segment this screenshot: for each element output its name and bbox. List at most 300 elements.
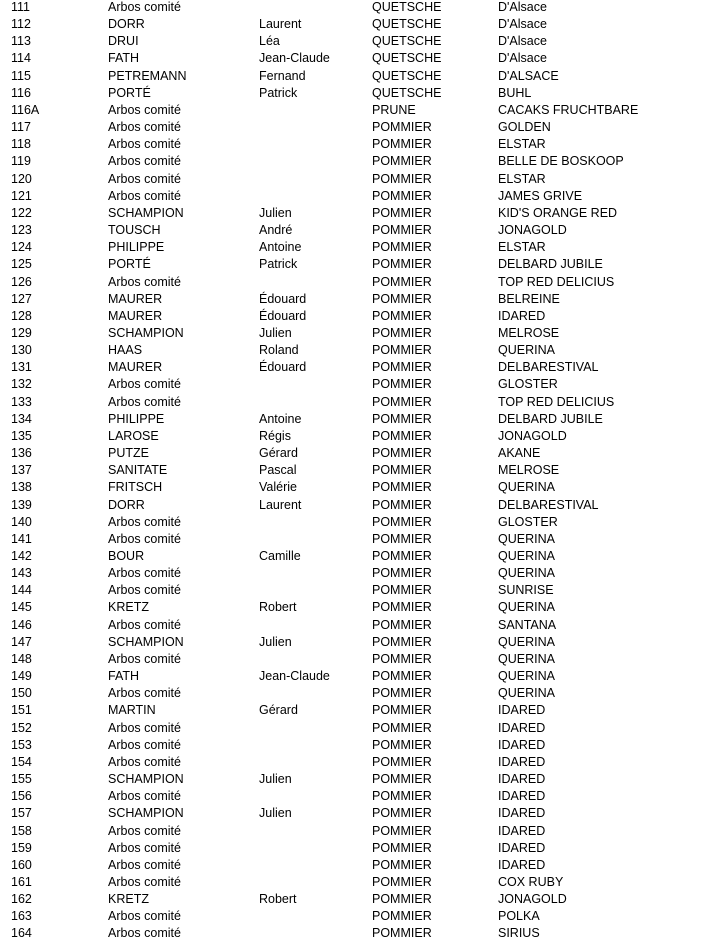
owner-name-cell: Arbos comité — [108, 840, 181, 855]
tree-number-cell: 112 — [11, 17, 31, 32]
tree-number-cell: 151 — [11, 703, 32, 718]
species-cell: PRUNE — [372, 102, 416, 117]
table-row — [0, 497, 701, 514]
table-row — [0, 50, 701, 67]
tree-number-cell: 125 — [11, 257, 32, 272]
variety-cell: JONAGOLD — [498, 223, 567, 238]
variety-cell: DELBARESTIVAL — [498, 497, 599, 512]
tree-number-cell: 119 — [11, 154, 31, 169]
tree-number-cell: 133 — [11, 394, 32, 409]
owner-firstname-cell: Laurent — [259, 17, 302, 32]
variety-cell: DELBARESTIVAL — [498, 360, 599, 375]
species-cell: POMMIER — [372, 566, 432, 581]
species-cell: POMMIER — [372, 497, 432, 512]
table-row — [0, 171, 701, 188]
variety-cell: IDARED — [498, 720, 546, 735]
species-cell: POMMIER — [372, 549, 432, 563]
table-row — [0, 891, 701, 908]
owner-name-cell: SANITATE — [108, 463, 168, 478]
species-cell: POMMIER — [372, 257, 432, 272]
species-cell: POMMIER — [372, 617, 432, 632]
table-row — [0, 239, 701, 256]
table-row — [0, 462, 701, 479]
table-row — [0, 102, 701, 119]
variety-cell: SUNRISE — [498, 583, 554, 598]
variety-cell: QUERINA — [498, 531, 555, 546]
table-row — [0, 16, 701, 33]
species-cell: POMMIER — [372, 651, 432, 666]
owner-name-cell: Arbos comité — [108, 394, 181, 409]
table-row — [0, 737, 701, 754]
tree-number-cell: 111 — [11, 0, 31, 14]
variety-cell: COX RUBY — [498, 874, 564, 889]
table-row — [0, 617, 701, 634]
variety-cell: GOLDEN — [498, 120, 551, 135]
table-row — [0, 548, 701, 565]
tree-number-cell: 135 — [11, 428, 32, 443]
variety-cell: D'Alsace — [498, 0, 547, 14]
owner-name-cell: Arbos comité — [108, 617, 181, 632]
variety-cell: D'Alsace — [498, 51, 547, 66]
variety-cell: QUERINA — [498, 566, 555, 581]
table-row — [0, 720, 701, 737]
owner-firstname-cell: Jean-Claude — [259, 669, 330, 684]
tree-number-cell: 139 — [11, 497, 32, 512]
tree-number-cell: 163 — [11, 909, 32, 924]
tree-number-cell: 126 — [11, 274, 32, 289]
owner-name-cell: DRUI — [108, 34, 139, 49]
owner-firstname-cell: Camille — [259, 549, 301, 563]
table-row — [0, 788, 701, 805]
tree-number-cell: 164 — [11, 926, 32, 941]
species-cell: POMMIER — [372, 428, 432, 443]
owner-name-cell: DORR — [108, 497, 145, 512]
species-cell: QUETSCHE — [372, 0, 442, 14]
species-cell: POMMIER — [372, 720, 432, 735]
variety-cell: D'Alsace — [498, 34, 547, 49]
tree-number-cell: 150 — [11, 686, 32, 701]
species-cell: POMMIER — [372, 205, 432, 220]
tree-number-cell: 131 — [11, 360, 32, 375]
species-cell: POMMIER — [372, 737, 432, 752]
species-cell: POMMIER — [372, 686, 432, 701]
species-cell: POMMIER — [372, 926, 432, 941]
table-row — [0, 119, 701, 136]
variety-cell: DELBARD JUBILE — [498, 411, 603, 426]
owner-name-cell: PORTÉ — [108, 85, 151, 100]
owner-name-cell: Arbos comité — [108, 909, 181, 924]
variety-cell: POLKA — [498, 909, 540, 924]
owner-name-cell: Arbos comité — [108, 926, 181, 941]
tree-number-cell: 122 — [11, 205, 32, 220]
variety-cell: MELROSE — [498, 463, 560, 478]
variety-cell: QUERINA — [498, 686, 555, 701]
tree-number-cell: 162 — [11, 892, 32, 907]
species-cell: POMMIER — [372, 514, 432, 529]
owner-name-cell: SCHAMPION — [108, 806, 184, 821]
tree-number-cell: 123 — [11, 223, 32, 238]
tree-number-cell: 161 — [11, 874, 32, 889]
owner-name-cell: SCHAMPION — [108, 772, 184, 787]
table-row — [0, 599, 701, 616]
owner-firstname-cell: Valérie — [259, 480, 297, 495]
owner-name-cell: Arbos comité — [108, 171, 181, 186]
table-row — [0, 925, 701, 942]
owner-name-cell: Arbos comité — [108, 789, 181, 804]
species-cell: POMMIER — [372, 669, 432, 684]
table-row — [0, 634, 701, 651]
owner-name-cell: PUTZE — [108, 446, 149, 461]
table-row — [0, 702, 701, 719]
table-row — [0, 136, 701, 153]
species-cell: POMMIER — [372, 154, 432, 169]
tree-number-cell: 137 — [11, 463, 32, 478]
table-row — [0, 359, 701, 376]
tree-number-cell: 145 — [11, 600, 32, 615]
table-row — [0, 325, 701, 342]
table-row — [0, 805, 701, 822]
tree-number-cell: 116A — [11, 102, 40, 117]
tree-number-cell: 115 — [11, 68, 31, 83]
owner-name-cell: Arbos comité — [108, 0, 181, 14]
tree-number-cell: 140 — [11, 514, 32, 529]
table-row — [0, 582, 701, 599]
table-row — [0, 85, 701, 102]
species-cell: POMMIER — [372, 274, 432, 289]
tree-number-cell: 158 — [11, 823, 32, 838]
species-cell: POMMIER — [372, 171, 432, 186]
owner-name-cell: MAURER — [108, 291, 163, 306]
owner-firstname-cell: Gérard — [259, 446, 298, 461]
table-row — [0, 531, 701, 548]
tree-number-cell: 113 — [11, 34, 31, 49]
table-row — [0, 68, 701, 85]
species-cell: POMMIER — [372, 411, 432, 426]
table-row — [0, 153, 701, 170]
variety-cell: QUERINA — [498, 343, 555, 358]
species-cell: POMMIER — [372, 291, 432, 306]
tree-number-cell: 136 — [11, 446, 32, 461]
variety-cell: ELSTAR — [498, 171, 546, 186]
species-cell: POMMIER — [372, 823, 432, 838]
species-cell: POMMIER — [372, 377, 432, 392]
owner-name-cell: MARTIN — [108, 703, 156, 718]
species-cell: POMMIER — [372, 789, 432, 804]
owner-firstname-cell: André — [259, 223, 293, 238]
owner-firstname-cell: Julien — [259, 205, 292, 220]
owner-firstname-cell: Fernand — [259, 68, 306, 83]
table-row — [0, 222, 701, 239]
table-row — [0, 565, 701, 582]
variety-cell: KID'S ORANGE RED — [498, 205, 618, 220]
variety-cell: BELLE DE BOSKOOP — [498, 154, 624, 169]
species-cell: POMMIER — [372, 772, 432, 787]
owner-name-cell: KRETZ — [108, 892, 149, 907]
tree-number-cell: 147 — [11, 634, 32, 649]
species-cell: POMMIER — [372, 892, 432, 907]
tree-number-cell: 160 — [11, 857, 32, 872]
owner-name-cell: Arbos comité — [108, 823, 181, 838]
owner-name-cell: DORR — [108, 17, 145, 32]
variety-cell: TOP RED DELICIUS — [498, 274, 615, 289]
variety-cell: QUERINA — [498, 634, 555, 649]
variety-cell: BUHL — [498, 85, 532, 100]
owner-firstname-cell: Édouard — [259, 291, 307, 306]
owner-name-cell: PORTÉ — [108, 257, 151, 272]
variety-cell: CACAKS FRUCHTBARE — [498, 102, 639, 117]
table-row — [0, 823, 701, 840]
variety-cell: D'Alsace — [498, 17, 547, 32]
tree-number-cell: 118 — [11, 137, 31, 152]
tree-number-cell: 138 — [11, 480, 32, 495]
owner-name-cell: Arbos comité — [108, 651, 181, 666]
species-cell: POMMIER — [372, 634, 432, 649]
tree-number-cell: 143 — [11, 566, 32, 581]
variety-cell: DELBARD JUBILE — [498, 257, 603, 272]
owner-firstname-cell: Pascal — [259, 463, 297, 478]
species-cell: QUETSCHE — [372, 51, 442, 66]
table-row — [0, 685, 701, 702]
tree-number-cell: 130 — [11, 343, 32, 358]
species-cell: POMMIER — [372, 223, 432, 238]
species-cell: POMMIER — [372, 394, 432, 409]
owner-firstname-cell: Robert — [259, 892, 297, 907]
variety-cell: IDARED — [498, 840, 546, 855]
owner-firstname-cell: Édouard — [259, 360, 307, 375]
species-cell: POMMIER — [372, 120, 432, 135]
species-cell: POMMIER — [372, 446, 432, 461]
owner-firstname-cell: Julien — [259, 806, 292, 821]
species-cell: POMMIER — [372, 360, 432, 375]
species-cell: POMMIER — [372, 240, 432, 255]
owner-name-cell: Arbos comité — [108, 566, 181, 581]
species-cell: POMMIER — [372, 188, 432, 203]
species-cell: POMMIER — [372, 806, 432, 821]
tree-number-cell: 149 — [11, 669, 32, 684]
owner-firstname-cell: Patrick — [259, 85, 298, 100]
species-cell: QUETSCHE — [372, 34, 442, 49]
species-cell: POMMIER — [372, 583, 432, 598]
tree-number-cell: 114 — [11, 51, 31, 66]
owner-firstname-cell: Roland — [259, 343, 299, 358]
owner-firstname-cell: Régis — [259, 428, 291, 443]
variety-cell: IDARED — [498, 308, 546, 323]
owner-name-cell: Arbos comité — [108, 720, 181, 735]
owner-name-cell: MAURER — [108, 360, 163, 375]
owner-name-cell: PHILIPPE — [108, 240, 165, 255]
tree-number-cell: 117 — [11, 120, 31, 135]
table-row — [0, 514, 701, 531]
variety-cell: IDARED — [498, 823, 546, 838]
variety-cell: QUERINA — [498, 549, 555, 563]
variety-cell: SIRIUS — [498, 926, 540, 941]
owner-name-cell: Arbos comité — [108, 686, 181, 701]
table-row — [0, 342, 701, 359]
species-cell: POMMIER — [372, 754, 432, 769]
variety-cell: QUERINA — [498, 669, 555, 684]
owner-firstname-cell: Robert — [259, 600, 297, 615]
owner-name-cell: Arbos comité — [108, 274, 181, 289]
variety-cell: IDARED — [498, 806, 546, 821]
owner-name-cell: MAURER — [108, 308, 163, 323]
tree-number-cell: 159 — [11, 840, 32, 855]
owner-name-cell: SCHAMPION — [108, 205, 184, 220]
variety-cell: IDARED — [498, 857, 546, 872]
table-row — [0, 445, 701, 462]
tree-number-cell: 148 — [11, 651, 32, 666]
variety-cell: D'ALSACE — [498, 68, 559, 83]
owner-name-cell: HAAS — [108, 343, 143, 358]
variety-cell: BELREINE — [498, 291, 560, 306]
owner-name-cell: LAROSE — [108, 428, 159, 443]
tree-number-cell: 129 — [11, 325, 32, 340]
species-cell: POMMIER — [372, 703, 432, 718]
owner-name-cell: Arbos comité — [108, 120, 181, 135]
owner-name-cell: FATH — [108, 669, 140, 684]
tree-number-cell: 134 — [11, 411, 32, 426]
table-row — [0, 668, 701, 685]
owner-firstname-cell: Patrick — [259, 257, 298, 272]
tree-number-cell: 146 — [11, 617, 32, 632]
owner-firstname-cell: Julien — [259, 325, 292, 340]
species-cell: POMMIER — [372, 840, 432, 855]
table-row — [0, 0, 701, 16]
table-row — [0, 771, 701, 788]
variety-cell: QUERINA — [498, 480, 555, 495]
species-cell: QUETSCHE — [372, 85, 442, 100]
variety-cell: JAMES GRIVE — [498, 188, 583, 203]
owner-name-cell: Arbos comité — [108, 514, 181, 529]
table-row — [0, 651, 701, 668]
variety-cell: IDARED — [498, 703, 546, 718]
tree-number-cell: 154 — [11, 754, 32, 769]
species-cell: POMMIER — [372, 874, 432, 889]
species-cell: QUETSCHE — [372, 68, 442, 83]
species-cell: POMMIER — [372, 463, 432, 478]
owner-firstname-cell: Antoine — [259, 240, 302, 255]
owner-firstname-cell: Julien — [259, 634, 292, 649]
owner-name-cell: KRETZ — [108, 600, 149, 615]
species-cell: POMMIER — [372, 325, 432, 340]
tree-number-cell: 142 — [11, 549, 32, 563]
variety-cell: QUERINA — [498, 600, 555, 615]
species-cell: QUETSCHE — [372, 17, 442, 32]
tree-number-cell: 155 — [11, 772, 32, 787]
tree-number-cell: 152 — [11, 720, 32, 735]
owner-name-cell: Arbos comité — [108, 102, 181, 117]
owner-name-cell: Arbos comité — [108, 857, 181, 872]
table-row — [0, 411, 701, 428]
owner-name-cell: Arbos comité — [108, 874, 181, 889]
table-row — [0, 754, 701, 771]
variety-cell: QUERINA — [498, 651, 555, 666]
tree-number-cell: 156 — [11, 789, 32, 804]
variety-cell: ELSTAR — [498, 137, 546, 152]
variety-cell: SANTANA — [498, 617, 557, 632]
variety-cell: MELROSE — [498, 325, 560, 340]
owner-name-cell: Arbos comité — [108, 583, 181, 598]
table-row — [0, 256, 701, 273]
table-row — [0, 857, 701, 874]
table-row — [0, 308, 701, 325]
owner-firstname-cell: Jean-Claude — [259, 51, 330, 66]
table-row — [0, 479, 701, 496]
owner-name-cell: Arbos comité — [108, 154, 181, 169]
species-cell: POMMIER — [372, 137, 432, 152]
table-row — [0, 394, 701, 411]
variety-cell: IDARED — [498, 737, 546, 752]
variety-cell: GLOSTER — [498, 377, 558, 392]
table-row — [0, 188, 701, 205]
tree-number-cell: 116 — [11, 85, 31, 100]
variety-cell: AKANE — [498, 446, 541, 461]
table-row — [0, 274, 701, 291]
species-cell: POMMIER — [372, 480, 432, 495]
table-row — [0, 376, 701, 393]
owner-firstname-cell: Julien — [259, 772, 292, 787]
tree-number-cell: 157 — [11, 806, 32, 821]
owner-name-cell: FATH — [108, 51, 140, 66]
tree-number-cell: 120 — [11, 171, 32, 186]
table-row — [0, 840, 701, 857]
variety-cell: IDARED — [498, 754, 546, 769]
species-cell: POMMIER — [372, 600, 432, 615]
variety-cell: GLOSTER — [498, 514, 558, 529]
tree-number-cell: 141 — [11, 531, 32, 546]
owner-firstname-cell: Édouard — [259, 308, 307, 323]
variety-cell: IDARED — [498, 789, 546, 804]
owner-name-cell: Arbos comité — [108, 754, 181, 769]
owner-name-cell: PHILIPPE — [108, 411, 165, 426]
owner-firstname-cell: Gérard — [259, 703, 298, 718]
owner-firstname-cell: Laurent — [259, 497, 302, 512]
owner-name-cell: PETREMANN — [108, 68, 187, 83]
owner-name-cell: BOUR — [108, 549, 145, 563]
table-row — [0, 428, 701, 445]
owner-name-cell: Arbos comité — [108, 377, 181, 392]
owner-name-cell: Arbos comité — [108, 188, 181, 203]
species-cell: POMMIER — [372, 857, 432, 872]
tree-number-cell: 144 — [11, 583, 32, 598]
species-cell: POMMIER — [372, 308, 432, 323]
table-row — [0, 291, 701, 308]
table-row — [0, 205, 701, 222]
species-cell: POMMIER — [372, 531, 432, 546]
tree-number-cell: 121 — [11, 188, 32, 203]
table-row — [0, 908, 701, 925]
variety-cell: JONAGOLD — [498, 892, 567, 907]
tree-number-cell: 127 — [11, 291, 32, 306]
table-row — [0, 33, 701, 50]
owner-name-cell: FRITSCH — [108, 480, 163, 495]
variety-cell: JONAGOLD — [498, 428, 567, 443]
variety-cell: ELSTAR — [498, 240, 546, 255]
tree-number-cell: 132 — [11, 377, 32, 392]
owner-name-cell: Arbos comité — [108, 531, 181, 546]
owner-name-cell: Arbos comité — [108, 137, 181, 152]
tree-number-cell: 128 — [11, 308, 32, 323]
variety-cell: IDARED — [498, 772, 546, 787]
species-cell: POMMIER — [372, 343, 432, 358]
owner-name-cell: SCHAMPION — [108, 634, 184, 649]
owner-firstname-cell: Antoine — [259, 411, 302, 426]
owner-name-cell: SCHAMPION — [108, 325, 184, 340]
owner-firstname-cell: Léa — [259, 34, 280, 49]
owner-name-cell: Arbos comité — [108, 737, 181, 752]
species-cell: POMMIER — [372, 909, 432, 924]
table-row — [0, 874, 701, 891]
tree-number-cell: 153 — [11, 737, 32, 752]
